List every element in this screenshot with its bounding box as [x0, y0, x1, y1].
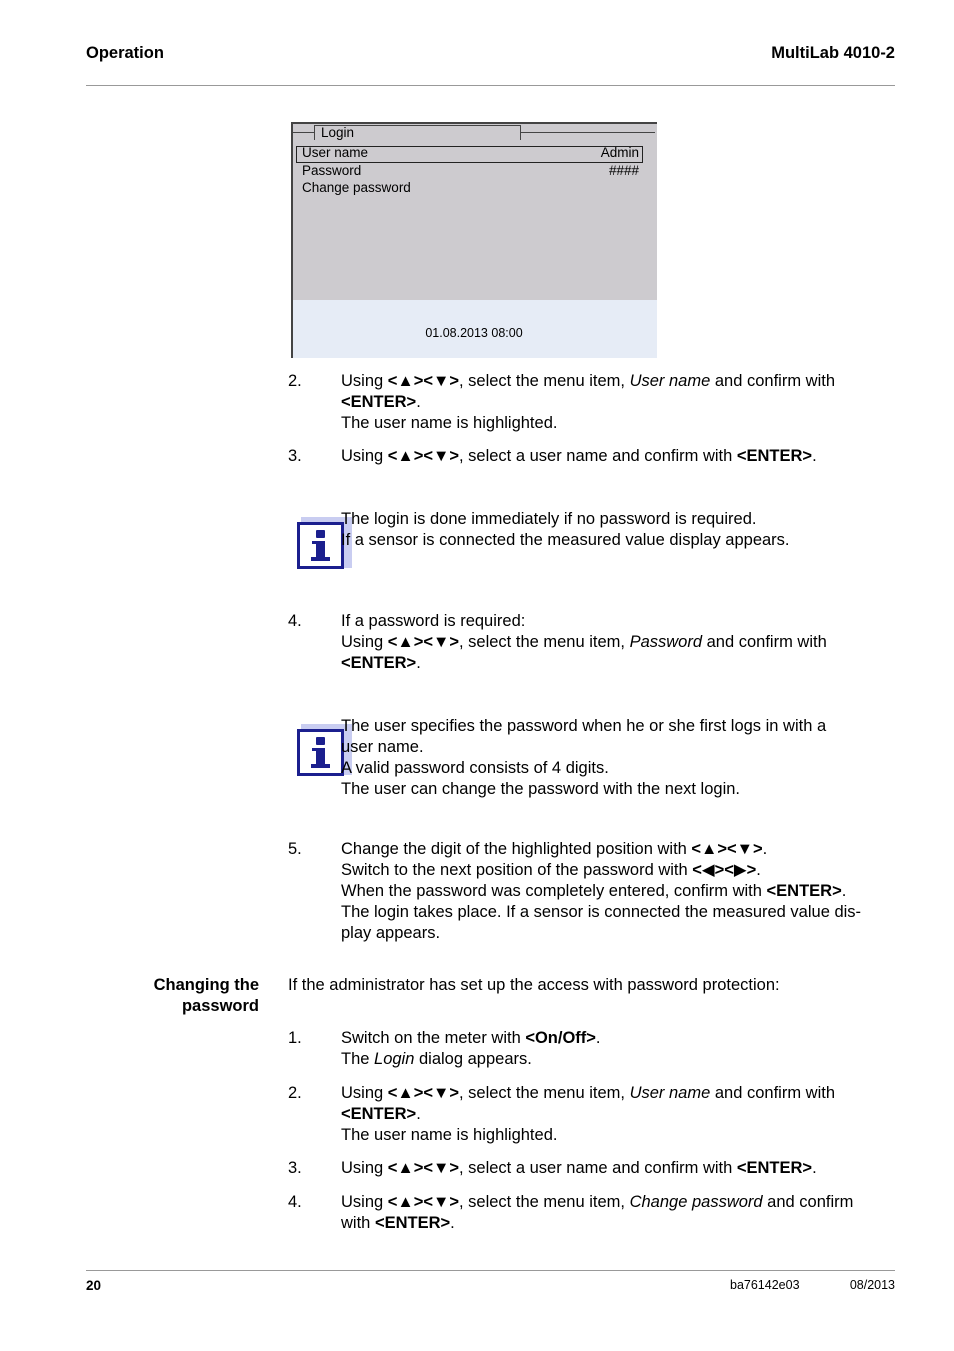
menu-item-user-name[interactable]: User name — [302, 145, 369, 160]
step-number: 2. — [288, 372, 302, 390]
document-id: ba76142e03 — [730, 1278, 800, 1292]
step-b2-text: Using <▲><▼>, select the menu item, User name and confirm with <ENTER>. The user name is highlighted. — [341, 1084, 835, 1144]
document-date: 08/2013 — [849, 1278, 895, 1292]
menu-item-change-password[interactable]: Change password — [302, 180, 411, 195]
header-section-title: Operation — [86, 44, 164, 62]
step-5-text: Change the digit of the highlighted position with <▲><▼>. Switch to the next position of the password with <◀><▶>. When the password was completely entered, confirm with <ENTER>. The login takes place. If a sensor is connected the measured value dis- play appears. — [341, 840, 862, 942]
info-note-1: The login is done immediately if no password is required. If a sensor is connected the measured value display appears. — [341, 510, 790, 549]
page-number: 20 — [86, 1278, 102, 1293]
step-number: 2. — [288, 1084, 302, 1102]
section-intro: If the administrator has set up the access with password protection: — [288, 976, 780, 994]
section-heading-changing-password: Changing the password — [153, 976, 259, 1015]
step-3-text: Using <▲><▼>, select a user name and confirm with <ENTER>. — [341, 447, 817, 465]
step-b4-text: Using <▲><▼>, select the menu item, Change password and confirm with <ENTER>. — [341, 1193, 854, 1232]
leftright-keys: <◀><▶> — [692, 861, 757, 879]
step-number: 3. — [288, 1159, 302, 1177]
step-2-text: Using <▲><▼>, select the menu item, User name and confirm with <ENTER>. The user name is highlighted. — [341, 372, 835, 432]
info-note-2: The user specifies the password when he or she first logs in with a user name. A valid password consists of 4 digits. The user can change the password with the next login. — [341, 717, 827, 798]
login-screen — [291, 122, 657, 358]
menu-value-password: #### — [608, 163, 639, 178]
updown-keys: <▲><▼> — [387, 372, 459, 390]
screen-timestamp: 01.08.2013 08:00 — [425, 326, 523, 340]
step-number: 5. — [288, 840, 302, 858]
onoff-key: <On/Off> — [525, 1029, 596, 1047]
footer-rule — [86, 1270, 895, 1271]
header-rule — [86, 85, 895, 86]
step-4-text: If a password is required: Using <▲><▼>, select the menu item, Password and confirm with <ENTER>. — [341, 612, 827, 672]
menu-item-password[interactable]: Password — [302, 163, 362, 178]
step-b3-text: Using <▲><▼>, select a user name and confirm with <ENTER>. — [341, 1159, 817, 1177]
menu-value-user-name: Admin — [600, 145, 639, 160]
step-number: 1. — [288, 1029, 302, 1047]
step-number: 3. — [288, 447, 302, 465]
enter-key: <ENTER> — [341, 393, 417, 411]
step-b1-text: Switch on the meter with <On/Off>. The Login dialog appears. — [341, 1029, 601, 1068]
header-product-name: MultiLab 4010-2 — [771, 44, 895, 62]
step-number: 4. — [288, 612, 302, 630]
login-tab-label: Login — [321, 125, 355, 140]
step-number: 4. — [288, 1193, 302, 1211]
